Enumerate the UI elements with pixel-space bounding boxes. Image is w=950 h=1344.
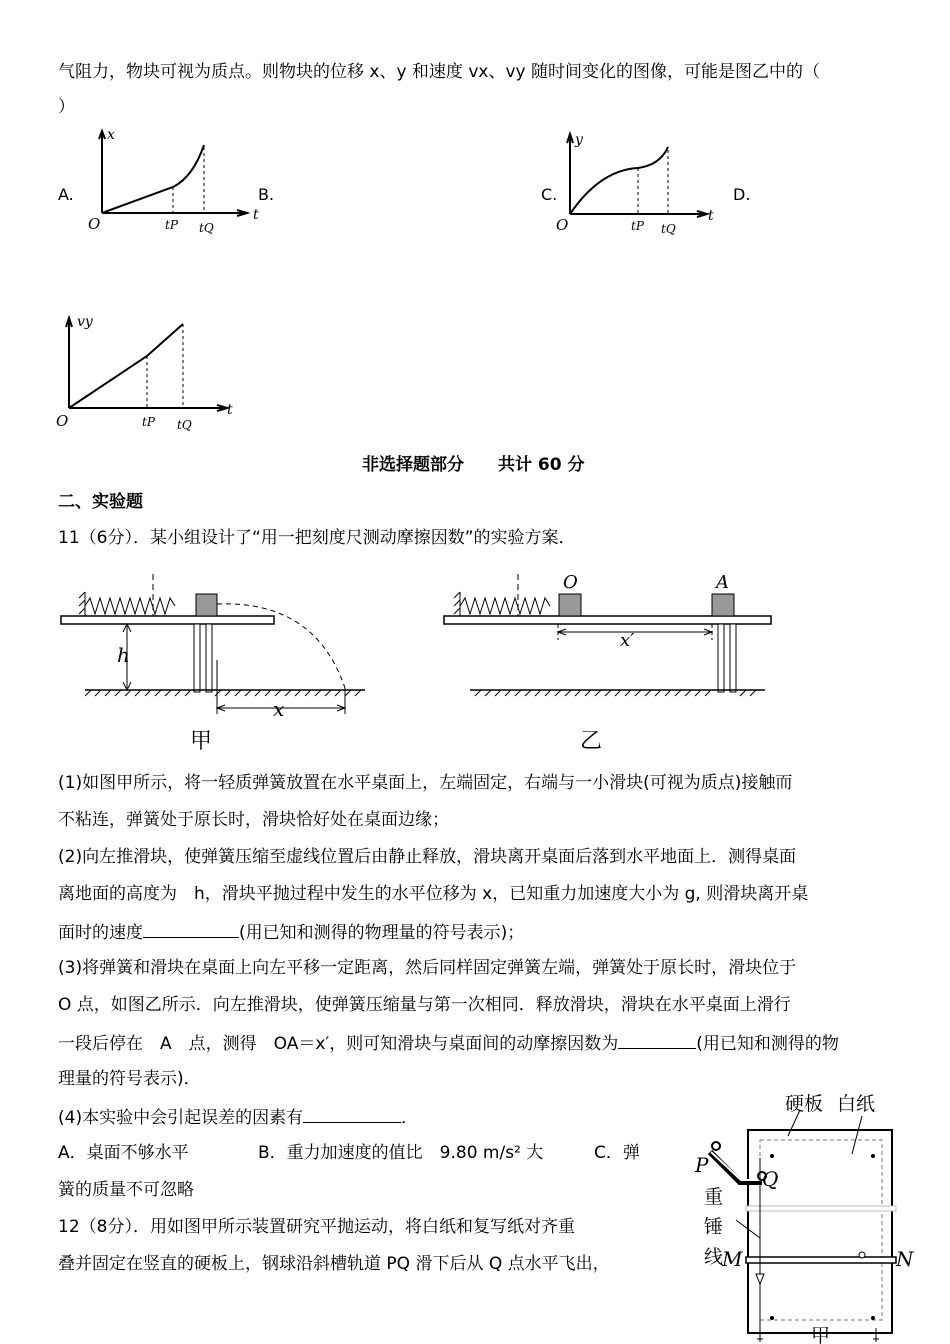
- graph-a-xlabel: t: [253, 207, 259, 223]
- q11-p4: [58, 1106, 418, 1128]
- q11-p2a: (2)向左推滑块，使弹簧压缩至虚线位置后由静止释放，滑块离开桌面后落到水平地面上．测得桌面: [58, 847, 797, 867]
- graph-d-tp: tP: [142, 415, 155, 429]
- q11-p4-post: ．: [401, 1108, 419, 1128]
- answer-blank-error[interactable]: [303, 1106, 401, 1123]
- graph-d-xlabel: t: [227, 402, 233, 418]
- option-b: B.: [258, 185, 275, 204]
- graph-d: [55, 310, 255, 435]
- graph-a-tq: tQ: [199, 221, 214, 235]
- figure-q12-label-1: 重: [704, 1186, 724, 1208]
- graph-d-ylabel: vy: [77, 314, 93, 330]
- answer-blank-mu[interactable]: [618, 1032, 696, 1049]
- graph-c-xlabel: t: [708, 208, 714, 224]
- q11-choice-c2: 簧的质量不可忽略: [58, 1180, 194, 1200]
- graph-c-tp: tP: [631, 219, 644, 233]
- figure-q12-p: P: [695, 1153, 709, 1177]
- option-a: A.: [58, 185, 74, 204]
- q11-choice-b: B．重力加速度的值比 9.80 m/s² 大: [258, 1143, 544, 1163]
- q11-p4-pre: (4)本实验中会引起误差的因素有: [58, 1108, 304, 1128]
- figure-q12-m: M: [722, 1247, 743, 1271]
- q11-p3d: 理量的符号表示)．: [58, 1069, 201, 1089]
- q11-p3c: [58, 1032, 839, 1054]
- figure-q12-label-3: 线: [704, 1246, 724, 1268]
- graph-a: [85, 125, 260, 240]
- section-heading: 非选择题部分 共计 60 分: [362, 455, 585, 475]
- graph-a-ylabel: x: [107, 127, 115, 143]
- graph-a-tp: tP: [165, 218, 178, 232]
- intro-line-2: ）: [58, 97, 75, 117]
- figure-q12-apparatus: [690, 1088, 920, 1344]
- graph-c-tq: tQ: [661, 222, 676, 236]
- q11-p1b: 不粘连，弹簧处于原长时，滑块恰好处在桌面边缘；: [58, 810, 449, 830]
- figure-yi-caption: 乙: [580, 729, 603, 754]
- figure-jia-h: h: [117, 643, 130, 667]
- graph-d-origin: O: [56, 412, 69, 430]
- q11-choice-c1: C．弹: [594, 1143, 640, 1163]
- q11-p3b: O 点，如图乙所示．向左推滑块，使弹簧压缩量与第一次相同．释放滑块，滑块在水平桌面上滑行: [58, 995, 791, 1015]
- figure-q12-paper: 白纸: [837, 1093, 876, 1115]
- figure-yi-a: A: [716, 572, 729, 593]
- graph-c: [555, 130, 725, 240]
- graph-c-origin: O: [556, 216, 569, 234]
- figure-jia-caption: 甲: [190, 729, 213, 754]
- option-c: C.: [541, 185, 558, 204]
- q11-p2c: [58, 921, 524, 943]
- figure-q12-n: N: [896, 1247, 914, 1271]
- figure-q12-label-2: 锤: [704, 1216, 724, 1238]
- option-d: D.: [733, 185, 751, 204]
- figure-yi: [440, 570, 780, 755]
- q12-line1: 12（8分）．用如图甲所示装置研究平抛运动，将白纸和复写纸对齐重: [58, 1217, 575, 1237]
- figure-jia-x: x: [273, 697, 285, 721]
- q11-p3c-pre: 一段后停在 A 点，测得 OA＝x′，则可知滑块与桌面间的动摩擦因数为: [58, 1034, 619, 1054]
- intro-line-1: 气阻力，物块可视为质点。则物块的位移 x、y 和速度 vx、vy 随时间变化的图像，可能是图乙中的（: [58, 62, 820, 82]
- q11-p2c-pre: 面时的速度: [58, 923, 143, 943]
- figure-yi-x: x′: [620, 630, 635, 651]
- q12-line2: 叠并固定在竖直的硬板上，钢球沿斜槽轨道 PQ 滑下后从 Q 点水平飞出，: [58, 1254, 610, 1274]
- figure-jia: [55, 570, 375, 755]
- answer-blank-velocity[interactable]: [143, 921, 239, 938]
- q11-p3c-post: (用已知和测得的物: [696, 1034, 839, 1054]
- graph-a-origin: O: [88, 215, 101, 233]
- q11-title: 11（6分）．某小组设计了“用一把刻度尺测动摩擦因数”的实验方案．: [58, 528, 576, 548]
- graph-d-tq: tQ: [177, 418, 192, 432]
- q11-choice-a: A．桌面不够水平: [58, 1143, 189, 1163]
- q11-p1a: (1)如图甲所示，将一轻质弹簧放置在水平桌面上，左端固定，右端与一小滑块(可视为质点)接触而: [58, 773, 793, 793]
- q11-p2c-post: (用已知和测得的物理量的符号表示)；: [239, 923, 525, 943]
- graph-c-ylabel: y: [575, 132, 583, 148]
- figure-yi-o: O: [563, 572, 578, 593]
- figure-q12-caption: 甲: [811, 1325, 831, 1344]
- figure-q12-q: Q: [762, 1167, 779, 1191]
- q11-p2b: 离地面的高度为 h，滑块平抛过程中发生的水平位移为 x，已知重力加速度大小为 g, 则滑块离开桌: [58, 884, 809, 904]
- figure-q12-board: 硬板: [785, 1093, 824, 1115]
- q11-p3a: (3)将弹簧和滑块在桌面上向左平移一定距离，然后同样固定弹簧左端，弹簧处于原长时，滑块位于: [58, 958, 797, 978]
- section-title: 二、实验题: [58, 492, 143, 512]
